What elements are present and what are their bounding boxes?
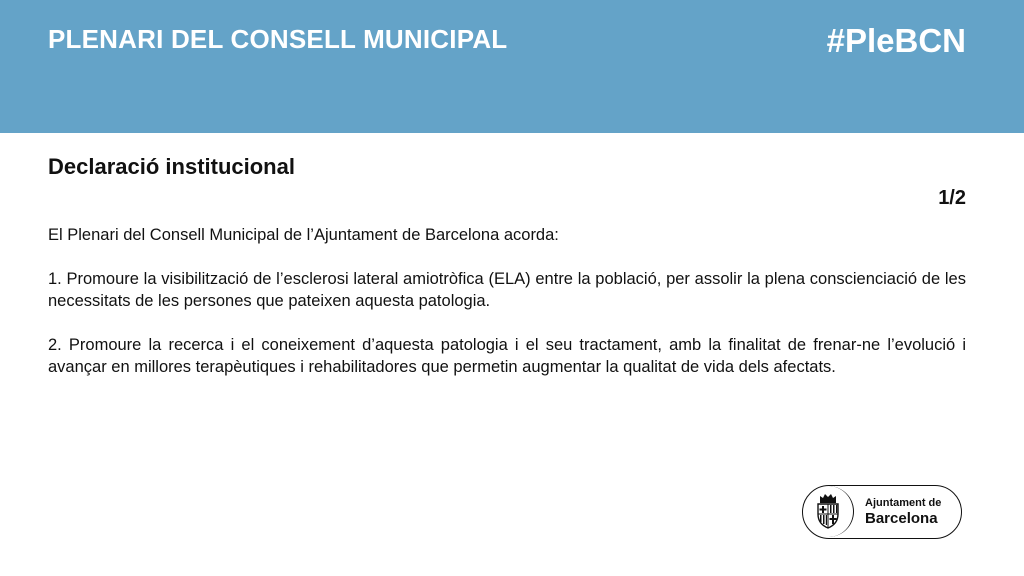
declaration-body <box>48 224 966 400</box>
section-title: Declaració institucional <box>48 154 295 179</box>
barcelona-coat-of-arms-icon <box>803 486 854 537</box>
ajuntament-barcelona-logo <box>802 485 962 539</box>
declaration-intro: El Plenari del Consell Municipal de l’Ajuntament de Barcelona acorda: <box>48 226 559 244</box>
logo-text-line2: Barcelona <box>865 510 938 527</box>
declaration-point-2: 2. Promoure la recerca i el coneixement d’aquesta patologia i el seu tractament, amb la finalitat de frenar-ne l’evolució i avançar en millores terapèutiques i rehabilitadores que permetin augmentar la qualitat de vida dels afectats. <box>48 336 966 376</box>
header-hashtag: #PleBCN <box>826 22 966 59</box>
page-indicator: 1/2 <box>938 187 966 209</box>
header-title: PLENARI DEL CONSELL MUNICIPAL <box>48 24 508 54</box>
logo-text-line1: Ajuntament de <box>865 497 942 509</box>
declaration-point-1: 1. Promoure la visibilització de l’esclerosi lateral amiotròfica (ELA) entre la població, per assolir la plena conscienciació de les necessitats de les persones que pateixen aquesta patologia. <box>48 270 966 310</box>
header-banner <box>0 0 1024 133</box>
